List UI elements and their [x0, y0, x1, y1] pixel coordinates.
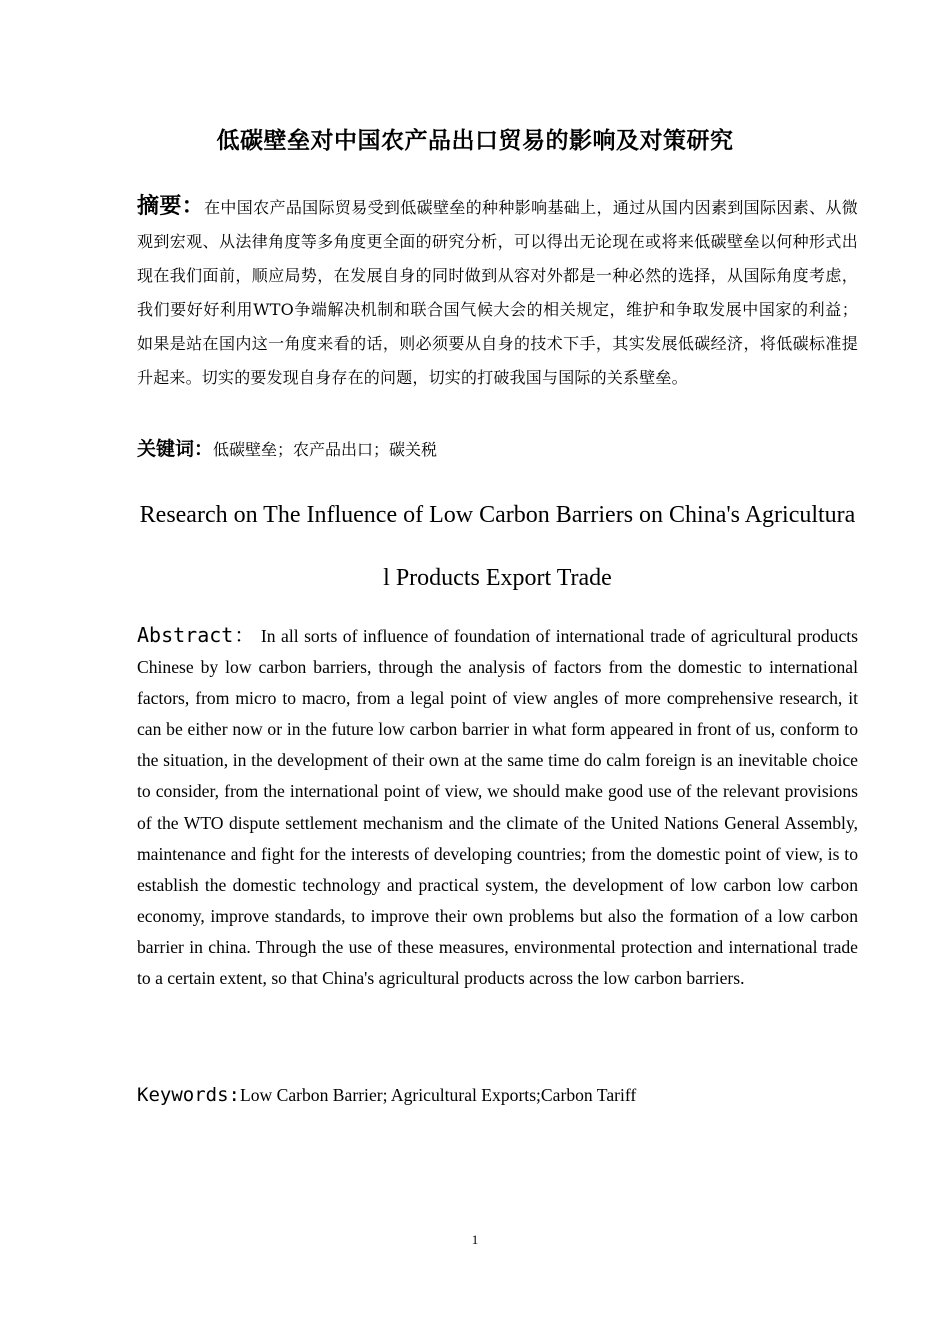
english-abstract	[137, 620, 858, 994]
chinese-abstract	[137, 190, 858, 395]
chinese-abstract-text: 在中国农产品国际贸易受到低碳壁垒的种种影响基础上，通过从国内因素到国际因素、从微观到宏观、从法律角度等多角度更全面的研究分析，可以得出无论现在或将来低碳壁垒以何种形式出现在我们面前，顺应局势，在发展自身的同时做到从容对外都是一种必然的选择，从国际角度考虑，我们要好好利用WTO争端解决机制和联合国气候大会的相关规定，维护和争取发展中国家的利益；如果是站在国内这一角度来看的话，则必须要从自身的技术下手，其实发展低碳经济，将低碳标准提升起来。切实的要发现自身存在的问题，切实的打破我国与国际的关系壁垒。	[137, 198, 858, 387]
english-abstract-label: Abstract：	[137, 623, 256, 647]
chinese-title: 低碳壁垒对中国农产品出口贸易的影响及对策研究	[216, 127, 734, 154]
english-title: Research on The Influence of Low Carbon Barriers on China's Agricultural Products Export Trade	[139, 502, 856, 591]
english-keywords	[137, 1080, 858, 1111]
chinese-abstract-label: 摘要：	[137, 194, 205, 219]
english-keywords-label: Keywords:	[137, 1084, 240, 1106]
chinese-keywords-label: 关键词：	[137, 438, 214, 460]
page-number: 1	[471, 1232, 479, 1247]
english-keywords-text: Low Carbon Barrier; Agricultural Exports;Carbon Tariff	[239, 1085, 637, 1105]
chinese-keywords-text: 低碳壁垒；农产品出口；碳关税	[213, 440, 438, 459]
english-abstract-text: In all sorts of influence of foundation of international trade of agricultural products Chinese by low carbon barriers, through the analysis of factors from the domestic to international factors, from micro to macro, from a legal point of view angles of more comprehensive research, it can be either now or in the future low carbon barrier in what form appeared in front of us, conform to the situation, in the development of their own at the same time do calm foreign is an inevitable choice to consider, from the international point of view, we should make good use of the relevant provisions of the WTO dispute settlement mechanism and the climate of the United Nations General Assembly, maintenance and fight for the interests of developing countries; from the domestic point of view, is to establish the domestic technology and practical system, the development of low carbon low carbon economy, improve standards, to improve their own problems but also the formation of a low carbon barrier in china. Through the use of these measures, environmental protection and international trade to a certain extent, so that China's agricultural products across the low carbon barriers.	[137, 626, 858, 989]
chinese-keywords	[137, 432, 858, 467]
